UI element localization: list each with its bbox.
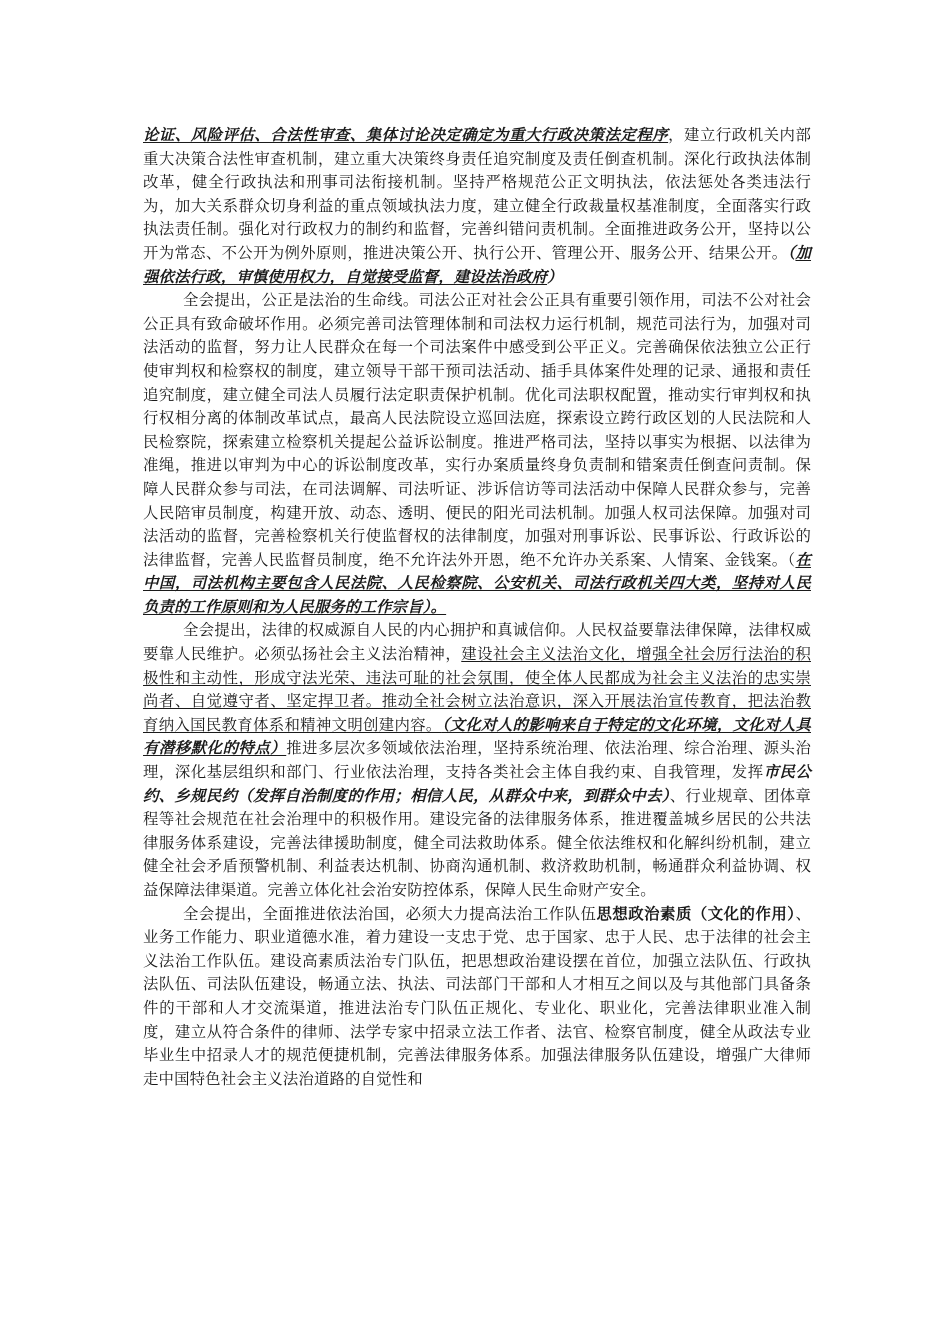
paragraph-3-intro: 全会提出，法律的权威源自人民的内心拥护和真诚信仰。人民权益要靠法律保障，法律权威要靠人民维护。必须弘扬社会主义法治精神， xyxy=(143,621,811,664)
annotation-open: （ xyxy=(787,550,796,569)
annotation-culture-influence: （文化对人的影响来自于特定的文化环境，文化对人具有潜移默化的特点） xyxy=(143,715,811,758)
document-page xyxy=(143,124,811,1091)
annotation-law-government: 加强依法行政，审慎使用权力，自觉接受监督，建设法治政府 xyxy=(143,243,812,286)
paragraph-3-end: 、行业规章、团体章程等社会规范在社会治理中的积极作用。建设完备的法律服务体系，推进覆盖城乡居民的公共法律服务体系建设，完善法律援助制度，健全司法救助体系。健全依法维权和化解纠纷机制，建立健全社会矛盾预警机制、利益表达机制、协商沟通机制、救济救助机制，畅通群众利益协调、权益保障法律渠道。完善立体化社会治安防控体系，保障人民生命财产安全。 xyxy=(143,786,811,899)
paragraph-3-middle: 推进多层次多领域依法治理，坚持系统治理、依法治理、综合治理、源头治理，深化基层组织和部门、行业依法治理，支持各类社会主体自我约束、自我管理，发挥 xyxy=(143,739,812,782)
paragraph-2-body: 全会提出，公正是法治的生命线。司法公正对社会公正具有重要引领作用，司法不公对社会公正具有致命破坏作用。必须完善司法管理体制和司法权力运行机制，规范司法行为，加强对司法活动的监督，努力让人民群众在每一个司法案件中感受到公平正义。完善确保依法独立公正行使审判权和检察权的制度，建立领导干部干预司法活动、插手具体案件处理的记录、通报和责任追究制度，建立健全司法人员履行法定职责保护机制。优化司法职权配置，推动实行审判权和执行权相分离的体制改革试点，最高人民法院设立巡回法庭，探索设立跨行政区划的人民法院和人民检察院，探索建立检察机关提起公益诉讼制度。推进严格司法，坚持以事实为根据、以法律为准绳，推进以审判为中心的诉讼制度改革，实行办案质量终身负责制和错案责任倒查问责制。保障人民群众参与司法，在司法调解、司法听证、涉诉信访等司法活动中保障人民群众参与，完善人民陪审员制度，构建开放、动态、透明、便民的阳光司法机制。加强人权司法保障。加强对司法活动的监督，完善检察机关行使监督权的法律制度，加强对刑事诉讼、民事诉讼、行政诉讼的法律监督，完善人民监督员制度，绝不允许法外开恩，绝不允许办关系案、人情案、金钱案。 xyxy=(143,291,811,569)
paragraph-2 xyxy=(143,289,811,619)
paragraph-4-body: 、业务工作能力、职业道德水准，着力建设一支忠于党、忠于国家、忠于人民、忠于法律的社会主义法治工作队伍。建设高素质法治专门队伍，把思想政治建设摆在首位，加强立法队伍、行政执法队伍、司法队伍建设，畅通立法、执法、司法部门干部和人才相互之间以及与其他部门具备条件的干部和人才交流渠道，推进法治专门队伍正规化、专业化、职业化，完善法律职业准入制度，建立从符合条件的律师、法学专家中招录立法工作者、法官、检察官制度，健全从政法专业毕业生中招录人才的规范便捷机制，完善法律服务体系。加强法律服务队伍建设，增强广大律师走中国特色社会主义法治道路的自觉性和 xyxy=(143,904,811,1088)
paragraph-4 xyxy=(143,903,811,1092)
emphasis-political-quality: 思想政治素质（文化的作用） xyxy=(596,904,796,923)
underlined-law-culture: 建设社会主义法治文化，增强全社会厉行法治的积极性和主动性，形成守法光荣、违法可耻的社会氛围，使全体人民都成为社会主义法治的忠实崇尚者、自觉遵守者、坚定捍卫者。推动全社会树立法治意识，深入开展法治宣传教育，把法治教育纳入国民教育体系和精神文明创建内容。 xyxy=(143,645,811,734)
annotation-close: ） xyxy=(547,267,563,286)
annotation-open: （ xyxy=(787,243,796,262)
paragraph-3 xyxy=(143,619,811,902)
emphasis-decision-procedure: 论证、风险评估、合法性审查、集体讨论决定确定为重大行政决策法定程序 xyxy=(143,126,669,144)
emphasis-civic-conventions: 市民公约、乡规民约（发挥自治制度的作用；相信人民，从群众中来，到群众中去） xyxy=(143,763,811,805)
paragraph-4-intro: 全会提出，全面推进依法治国，必须大力提高法治工作队伍 xyxy=(183,904,597,923)
annotation-judicial-organs: 在中国，司法机构主要包含人民法院、人民检察院、公安机关、司法行政机关四大类，坚持对人民负责的工作原则和为人民服务的工作宗旨）。 xyxy=(143,550,812,616)
paragraph-1-body: ，建立行政机关内部重大决策合法性审查机制，建立重大决策终身责任追究制度及责任倒查机制。深化行政执法体制改革，健全行政执法和刑事司法衔接机制。坚持严格规范公正文明执法，依法惩处各类违法行为，加大关系群众切身利益的重点领域执法力度，建立健全行政裁量权基准制度，全面落实行政执法责任制。强化对行政权力的制约和监督，完善纠错问责机制。全面推进政务公开，坚持以公开为常态、不公开为例外原则，推进决策公开、执行公开、管理公开、服务公开、结果公开。 xyxy=(143,126,811,262)
paragraph-1 xyxy=(143,124,811,289)
